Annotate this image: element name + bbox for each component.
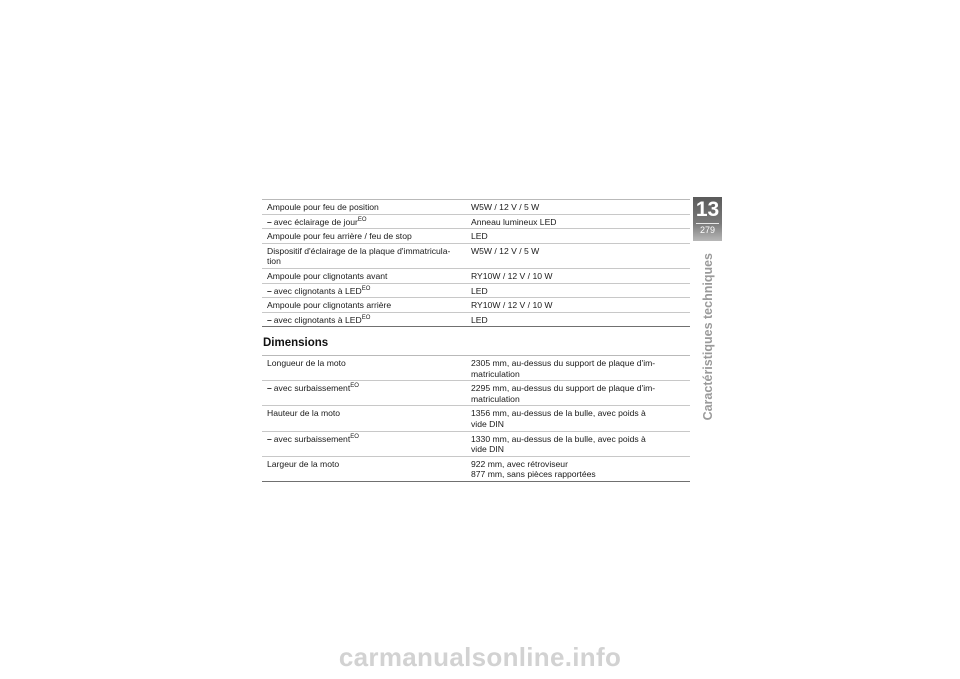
row-value: 2305 mm, au-dessus du support de plaque d'im- matriculation [471, 358, 656, 379]
table-row [262, 284, 690, 299]
row-value: LED [471, 285, 488, 296]
row-label-text: avec clignotants à LED [273, 314, 362, 325]
lighting-table [262, 199, 690, 327]
row-label-text: Longueur de la moto [267, 358, 346, 368]
row-label-text: Largeur de la moto [267, 458, 340, 469]
row-value: LED [471, 314, 488, 325]
row-label [262, 408, 471, 429]
row-label-text: Ampoule pour feu arrière / feu de stop [267, 231, 412, 242]
table-row [262, 215, 690, 230]
row-label [262, 246, 471, 267]
section-heading-dimensions: Dimensions [263, 337, 329, 349]
row-value: Anneau lumineux LED [471, 216, 557, 227]
watermark: carmanualsonline.info [338, 642, 622, 672]
option-marker: EO [350, 433, 359, 440]
chapter-number: 13 [695, 198, 720, 221]
dimensions-table [262, 355, 690, 482]
table-row [262, 229, 690, 244]
row-label [262, 358, 471, 379]
chapter-tab[interactable] [693, 197, 722, 241]
row-value: 1330 mm, au-dessus de la bulle, avec poids à vide DIN [471, 433, 646, 455]
row-value: 1356 mm, au-dessus de la bulle, avec poids à vide DIN [471, 408, 646, 429]
option-marker: EO [357, 216, 367, 223]
table-row [262, 200, 690, 215]
row-label-text: Ampoule pour clignotants arrière [267, 300, 392, 311]
row-value: W5W / 12 V / 5 W [471, 245, 540, 256]
table-row [262, 298, 690, 313]
row-label [262, 459, 471, 480]
table-row [262, 406, 690, 431]
row-label [262, 315, 471, 326]
row-value: LED [471, 231, 488, 242]
table-row [262, 457, 690, 482]
row-value: 922 mm, avec rétroviseur 877 mm, sans pièces rapportées [471, 458, 596, 480]
option-marker: EO [350, 383, 359, 390]
row-label-text: avec surbaissement [273, 433, 351, 444]
row-label-text: Ampoule pour clignotants avant [267, 270, 388, 281]
row-label [262, 231, 471, 242]
row-label-text: avec éclairage de jour [273, 216, 358, 227]
row-label-text: Hauteur de la moto [267, 408, 341, 419]
table-row [262, 313, 690, 328]
row-label [262, 271, 471, 282]
row-label-text: avec clignotants à LED [273, 285, 362, 296]
row-label-text: avec surbaissement [273, 383, 351, 394]
row-label [262, 434, 471, 455]
row-label-text: Dispositif d'éclairage de la plaque d'immatricula- tion [267, 245, 451, 267]
table-row [262, 432, 690, 457]
option-marker: EO [361, 285, 371, 292]
row-value: RY10W / 12 V / 10 W [471, 300, 553, 311]
option-marker: EO [361, 314, 371, 321]
row-label [262, 286, 471, 297]
table-row [262, 381, 690, 406]
table-row [262, 356, 690, 381]
row-value: 2295 mm, au-dessus du support de plaque d'im- matriculation [471, 383, 656, 404]
row-label [262, 300, 471, 311]
chapter-title-text: Caractéristiques techniques [701, 253, 715, 421]
row-label-text: Ampoule pour feu de position [267, 202, 379, 212]
table-row [262, 244, 690, 269]
row-label [262, 202, 471, 213]
row-value: W5W / 12 V / 5 W [471, 202, 540, 212]
page-number: 279 [699, 225, 716, 235]
row-label [262, 383, 471, 404]
row-label [262, 217, 471, 228]
table-row [262, 269, 690, 284]
row-value: RY10W / 12 V / 10 W [471, 270, 553, 281]
